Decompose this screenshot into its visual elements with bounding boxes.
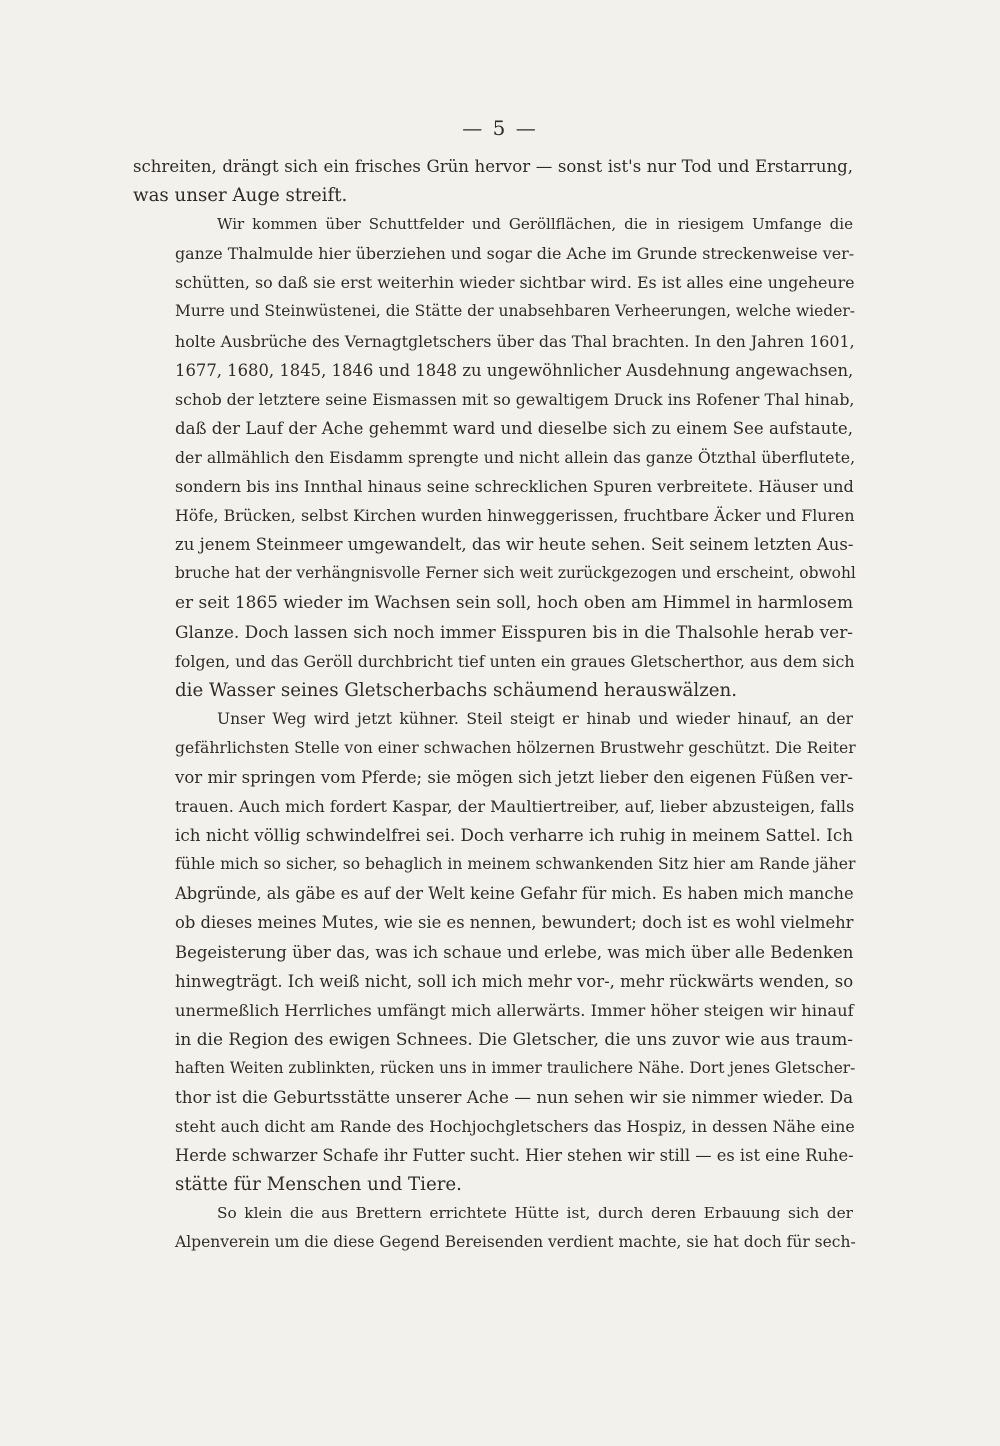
- text-line: Wir kommen über Schuttfelder und Geröllflächen, die in riesigem Umfange die: [217, 215, 853, 234]
- text-line: ob dieses meines Mutes, wie sie es nennen, bewundert; doch ist es wohl vielmehr: [175, 913, 854, 933]
- text-line: schreiten, drängt sich ein frisches Grün hervor — sonst ist's nur Tod und Erstarrung,: [133, 157, 853, 176]
- text-line: 1677, 1680, 1845, 1846 und 1848 zu ungewöhnlicher Ausdehnung angewachsen,: [175, 360, 854, 380]
- text-line: ganze Thalmulde hier überziehen und sogar die Ache im Grunde streckenweise ver-: [175, 244, 855, 264]
- text-line: der allmählich den Eisdamm sprengte und nicht allein das ganze Ötzthal überflutete,: [175, 447, 856, 467]
- text-line: Unser Weg wird jetzt kühner. Steil steigt er hinab und wieder hinauf, an der: [217, 709, 853, 728]
- text-line: er seit 1865 wieder im Wachsen sein soll, hoch oben am Himmel in harmlosem: [175, 592, 853, 613]
- text-line: ich nicht völlig schwindelfrei sei. Doch verharre ich ruhig in meinem Sattel. Ich: [175, 825, 853, 846]
- text-line: sondern bis ins Innthal hinaus seine schrecklichen Spuren verbreitete. Häuser und: [175, 477, 854, 497]
- text-line: Abgründe, als gäbe es auf der Welt keine Gefahr für mich. Es haben mich manche: [175, 884, 854, 904]
- text-line: fühle mich so sicher, so behaglich in meinem schwankenden Sitz hier am Rande jäher: [175, 855, 856, 874]
- text-line: in die Region des ewigen Schnees. Die Gletscher, die uns zuvor wie aus traum-: [175, 1028, 853, 1049]
- text-line: folgen, und das Geröll durchbricht tief unten ein graues Gletscherthor, aus dem sich: [175, 651, 855, 671]
- text-line: die Wasser seines Gletscherbachs schäumend herauswälzen.: [175, 679, 738, 701]
- text-line: vor mir springen vom Pferde; sie mögen sich jetzt lieber den eigenen Füßen ver-: [175, 767, 853, 787]
- paragraph: [133, 705, 856, 1200]
- text-line: holte Ausbrüche des Vernagtgletschers über das Thal brachten. In den Jahren 1601,: [175, 331, 855, 351]
- text-line: Begeisterung über das, was ich schaue und erlebe, was mich über alle Bedenken: [175, 942, 854, 962]
- text-line: haften Weiten zublinkten, rücken uns in immer traulichere Nähe. Dort jenes Gletscher-: [175, 1058, 856, 1077]
- page-number: — 5 —: [462, 116, 538, 140]
- text-line: stätte für Menschen und Tiere.: [175, 1174, 462, 1196]
- text-line: zu jenem Steinmeer umgewandelt, das wir heute sehen. Seit seinem letzten Aus-: [175, 535, 854, 555]
- text-line: Alpenverein um die diese Gegend Bereisenden verdient machte, sie hat doch für sech-: [175, 1233, 856, 1252]
- body-text: [133, 152, 856, 1258]
- paragraph: [133, 210, 856, 705]
- text-line: hinwegträgt. Ich weiß nicht, soll ich mich mehr vor-, mehr rückwärts wenden, so: [175, 971, 854, 991]
- text-line: schob der letztere seine Eismassen mit so gewaltigem Druck ins Rofener Thal hinab,: [175, 389, 855, 409]
- text-line: unermeßlich Herrliches umfängt mich allerwärts. Immer höher steigen wir hinauf: [175, 1000, 854, 1020]
- paragraph: [133, 152, 853, 210]
- text-line: Murre und Steinwüstenei, die Stätte der unabsehbaren Verheerungen, welche wieder-: [175, 302, 855, 321]
- text-line: bruche hat der verhängnisvolle Ferner sich weit zurückgezogen und erscheint, obwohl: [175, 564, 856, 583]
- text-line: gefährlichsten Stelle von einer schwachen hölzernen Brustwehr geschützt. Die Reiter: [175, 738, 856, 757]
- text-line: was unser Auge streift.: [133, 185, 348, 207]
- text-line: Herde schwarzer Schafe ihr Futter sucht. Hier stehen wir still — es ist eine Ruhe-: [175, 1146, 854, 1166]
- text-line: thor ist die Geburtsstätte unserer Ache — nun sehen wir sie nimmer wieder. Da: [175, 1087, 854, 1107]
- text-line: trauen. Auch mich fordert Kaspar, der Maultiertreiber, auf, lieber abzusteigen, falls: [175, 797, 855, 817]
- text-line: daß der Lauf der Ache gehemmt ward und dieselbe sich zu einem See aufstaute,: [175, 418, 853, 438]
- text-line: Höfe, Brücken, selbst Kirchen wurden hinweggerissen, fruchtbare Äcker und Fluren: [175, 506, 855, 526]
- text-line: steht auch dicht am Rande des Hochjochgletschers das Hospiz, in dessen Nähe eine: [175, 1117, 855, 1137]
- text-line: So klein die aus Brettern errichtete Hütte ist, durch deren Erbauung sich der: [217, 1204, 853, 1223]
- paragraph: [133, 1199, 856, 1257]
- text-line: schütten, so daß sie erst weiterhin wieder sichtbar wird. Es ist alles eine ungeheure: [175, 273, 855, 293]
- text-line: Glanze. Doch lassen sich noch immer Eisspuren bis in die Thalsohle herab ver-: [175, 621, 853, 642]
